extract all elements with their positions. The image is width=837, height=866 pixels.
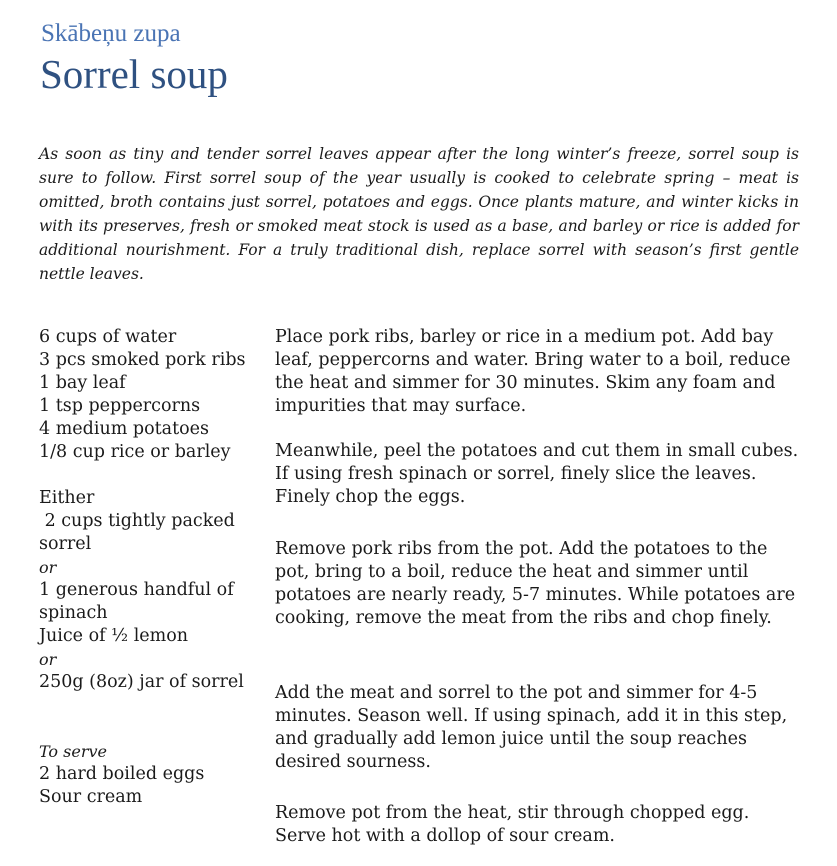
ingredient-item: Juice of ½ lemon <box>39 626 189 646</box>
serve-item: 2 hard boiled eggs <box>39 764 205 784</box>
recipe-intro: As soon as tiny and tender sorrel leaves appear after the long winter’s freeze, sorrel soup is sure to follow. First sorrel soup of the year usually is cooked to celebrate spring – meat is omitted, broth contains just sorrel, potatoes and eggs. Once plants mature, and winter kicks in with its preserves, fresh or smoked meat stock is used as a base, and barley or rice is added for additional nourishment. For a truly traditional dish, replace sorrel with season’s first gentle nettle leaves. <box>39 145 799 283</box>
ingredients-list <box>39 326 259 809</box>
ingredient-item: 1 bay leaf <box>39 373 126 393</box>
recipe-title: Sorrel soup <box>40 51 228 97</box>
ingredient-item: 3 pcs smoked pork ribs <box>39 350 246 370</box>
ingredient-item: sorrel <box>39 534 92 554</box>
method-step-5: Remove pot from the heat, stir through chopped egg. Serve hot with a dollop of sour cream. <box>275 803 750 846</box>
ingredient-item: 6 cups of water <box>39 327 177 347</box>
recipe-subtitle: Skābeņu zupa <box>41 20 181 47</box>
or-label: or <box>39 650 57 669</box>
method-step-2: Meanwhile, peel the potatoes and cut them in small cubes. If using fresh spinach or sorrel, finely slice the leaves. Finely chop the eggs. <box>275 441 799 507</box>
either-label: Either <box>39 488 95 508</box>
to-serve-label: To serve <box>39 742 107 761</box>
method-step-3: Remove pork ribs from the pot. Add the potatoes to the pot, bring to a boil, reduce the heat and simmer until potatoes are nearly ready, 5-7 minutes. While potatoes are cooking, remove the meat from the ribs and chop finely. <box>275 539 796 628</box>
method-step-4: Add the meat and sorrel to the pot and simmer for 4-5 minutes. Season well. If using spinach, add it in this step, and gradually add lemon juice until the soup reaches desired sourness. <box>275 683 788 772</box>
ingredient-item: 1 generous handful of <box>39 580 234 600</box>
ingredient-item: 2 cups tightly packed <box>39 511 235 531</box>
ingredient-item: 1 tsp peppercorns <box>39 396 201 416</box>
ingredient-item: spinach <box>39 603 108 623</box>
ingredient-item: 250g (8oz) jar of sorrel <box>39 672 244 692</box>
method-step-1: Place pork ribs, barley or rice in a medium pot. Add bay leaf, peppercorns and water. Bring water to a boil, reduce the heat and simmer for 30 minutes. Skim any foam and impurities that may surface. <box>275 327 791 416</box>
or-label: or <box>39 558 57 577</box>
ingredient-item: 1/8 cup rice or barley <box>39 442 231 462</box>
ingredient-item: 4 medium potatoes <box>39 419 209 439</box>
serve-item: Sour cream <box>39 787 143 807</box>
